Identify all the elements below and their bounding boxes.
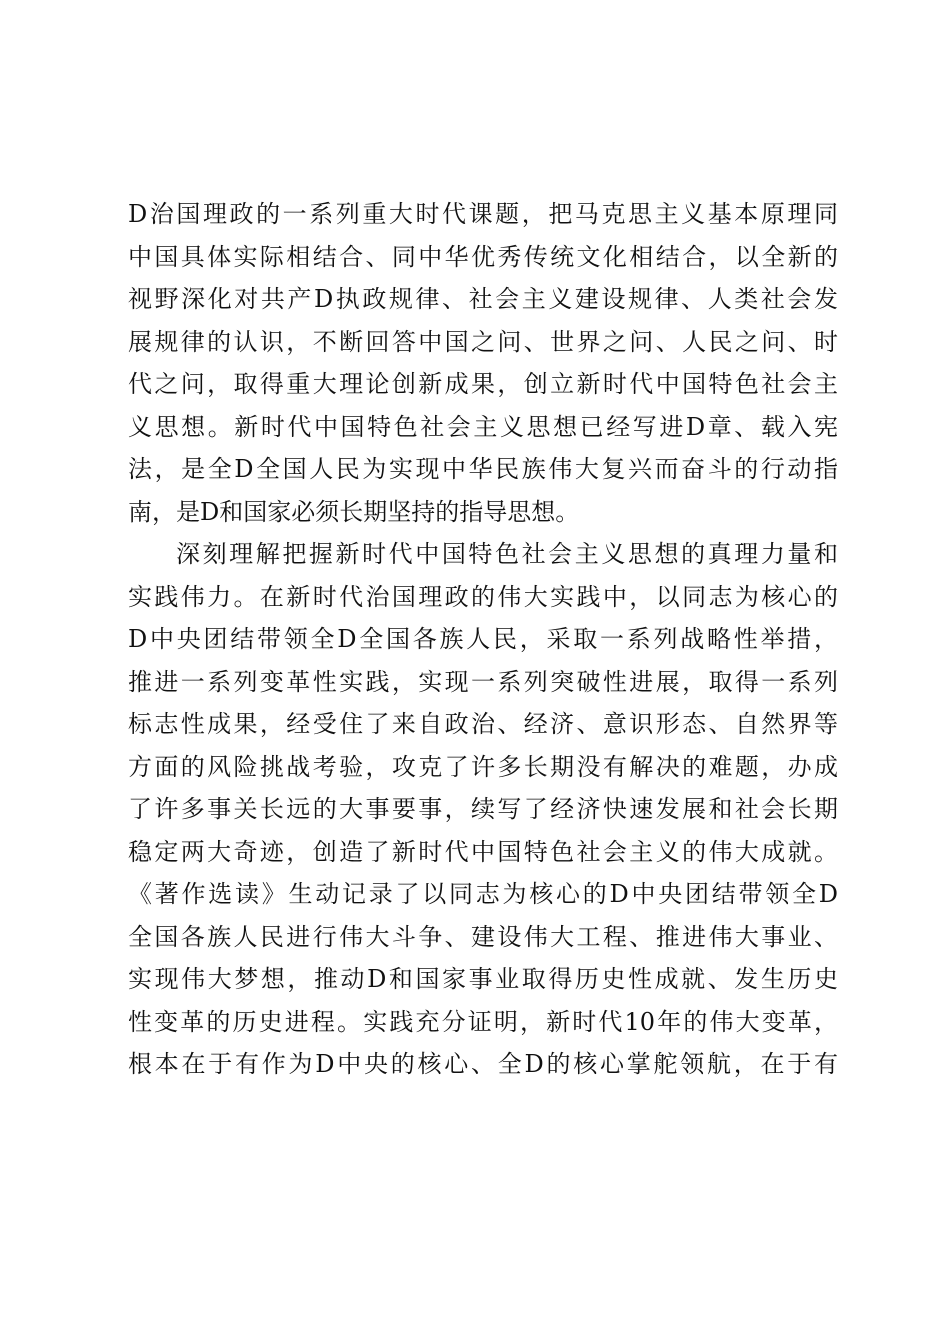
text-line: 中国具体实际相结合、同中华优秀传统文化相结合，以全新的 bbox=[128, 242, 838, 271]
text-line: 实现伟大梦想，推动D和国家事业取得历史性成就、发生历史 bbox=[128, 965, 838, 993]
text-line: 法，是全D全国人民为实现中华民族伟大复兴而奋斗的行动指 bbox=[128, 455, 838, 483]
text-line: 视野深化对共产D执政规律、社会主义建设规律、人类社会发 bbox=[128, 285, 838, 313]
text-line: D中央团结带领全D全国各族人民，采取一系列战略性举措， bbox=[128, 625, 838, 653]
text-line: 南，是D和国家必须长期坚持的指导思想。 bbox=[128, 497, 580, 526]
text-line: 方面的风险挑战考验，攻克了许多长期没有解决的难题，办成 bbox=[128, 752, 838, 781]
text-line: 《著作选读》生动记录了以同志为核心的D中央团结带领全D bbox=[128, 880, 838, 908]
text-line: 深刻理解把握新时代中国特色社会主义思想的真理力量和 bbox=[176, 540, 838, 568]
text-line: 推进一系列变革性实践，实现一系列突破性进展，取得一系列 bbox=[128, 667, 838, 696]
text-line: 稳定两大奇迹，创造了新时代中国特色社会主义的伟大成就。 bbox=[128, 837, 838, 866]
text-line: 全国各族人民进行伟大斗争、建设伟大工程、推进伟大事业、 bbox=[128, 922, 838, 951]
text-line: 义思想。新时代中国特色社会主义思想已经写进D章、载入宪 bbox=[128, 412, 838, 441]
paragraph-2 bbox=[128, 533, 838, 1086]
text-line: 性变革的历史进程。实践充分证明，新时代10年的伟大变革， bbox=[128, 1007, 838, 1036]
text-line: 实践伟力。在新时代治国理政的伟大实践中，以同志为核心的 bbox=[128, 582, 838, 611]
text-line: 代之问，取得重大理论创新成果，创立新时代中国特色社会主 bbox=[128, 370, 838, 398]
text-line: 展规律的认识，不断回答中国之问、世界之问、人民之问、时 bbox=[128, 327, 838, 356]
text-line: 标志性成果，经受住了来自政治、经济、意识形态、自然界等 bbox=[128, 710, 838, 738]
paragraph-1 bbox=[128, 193, 838, 533]
text-line: D治国理政的一系列重大时代课题，把马克思主义基本原理同 bbox=[128, 200, 838, 228]
text-line: 了许多事关长远的大事要事，续写了经济快速发展和社会长期 bbox=[128, 795, 838, 823]
text-line: 根本在于有作为D中央的核心、全D的核心掌舵领航，在于有 bbox=[128, 1050, 838, 1078]
body-text bbox=[128, 193, 838, 1086]
